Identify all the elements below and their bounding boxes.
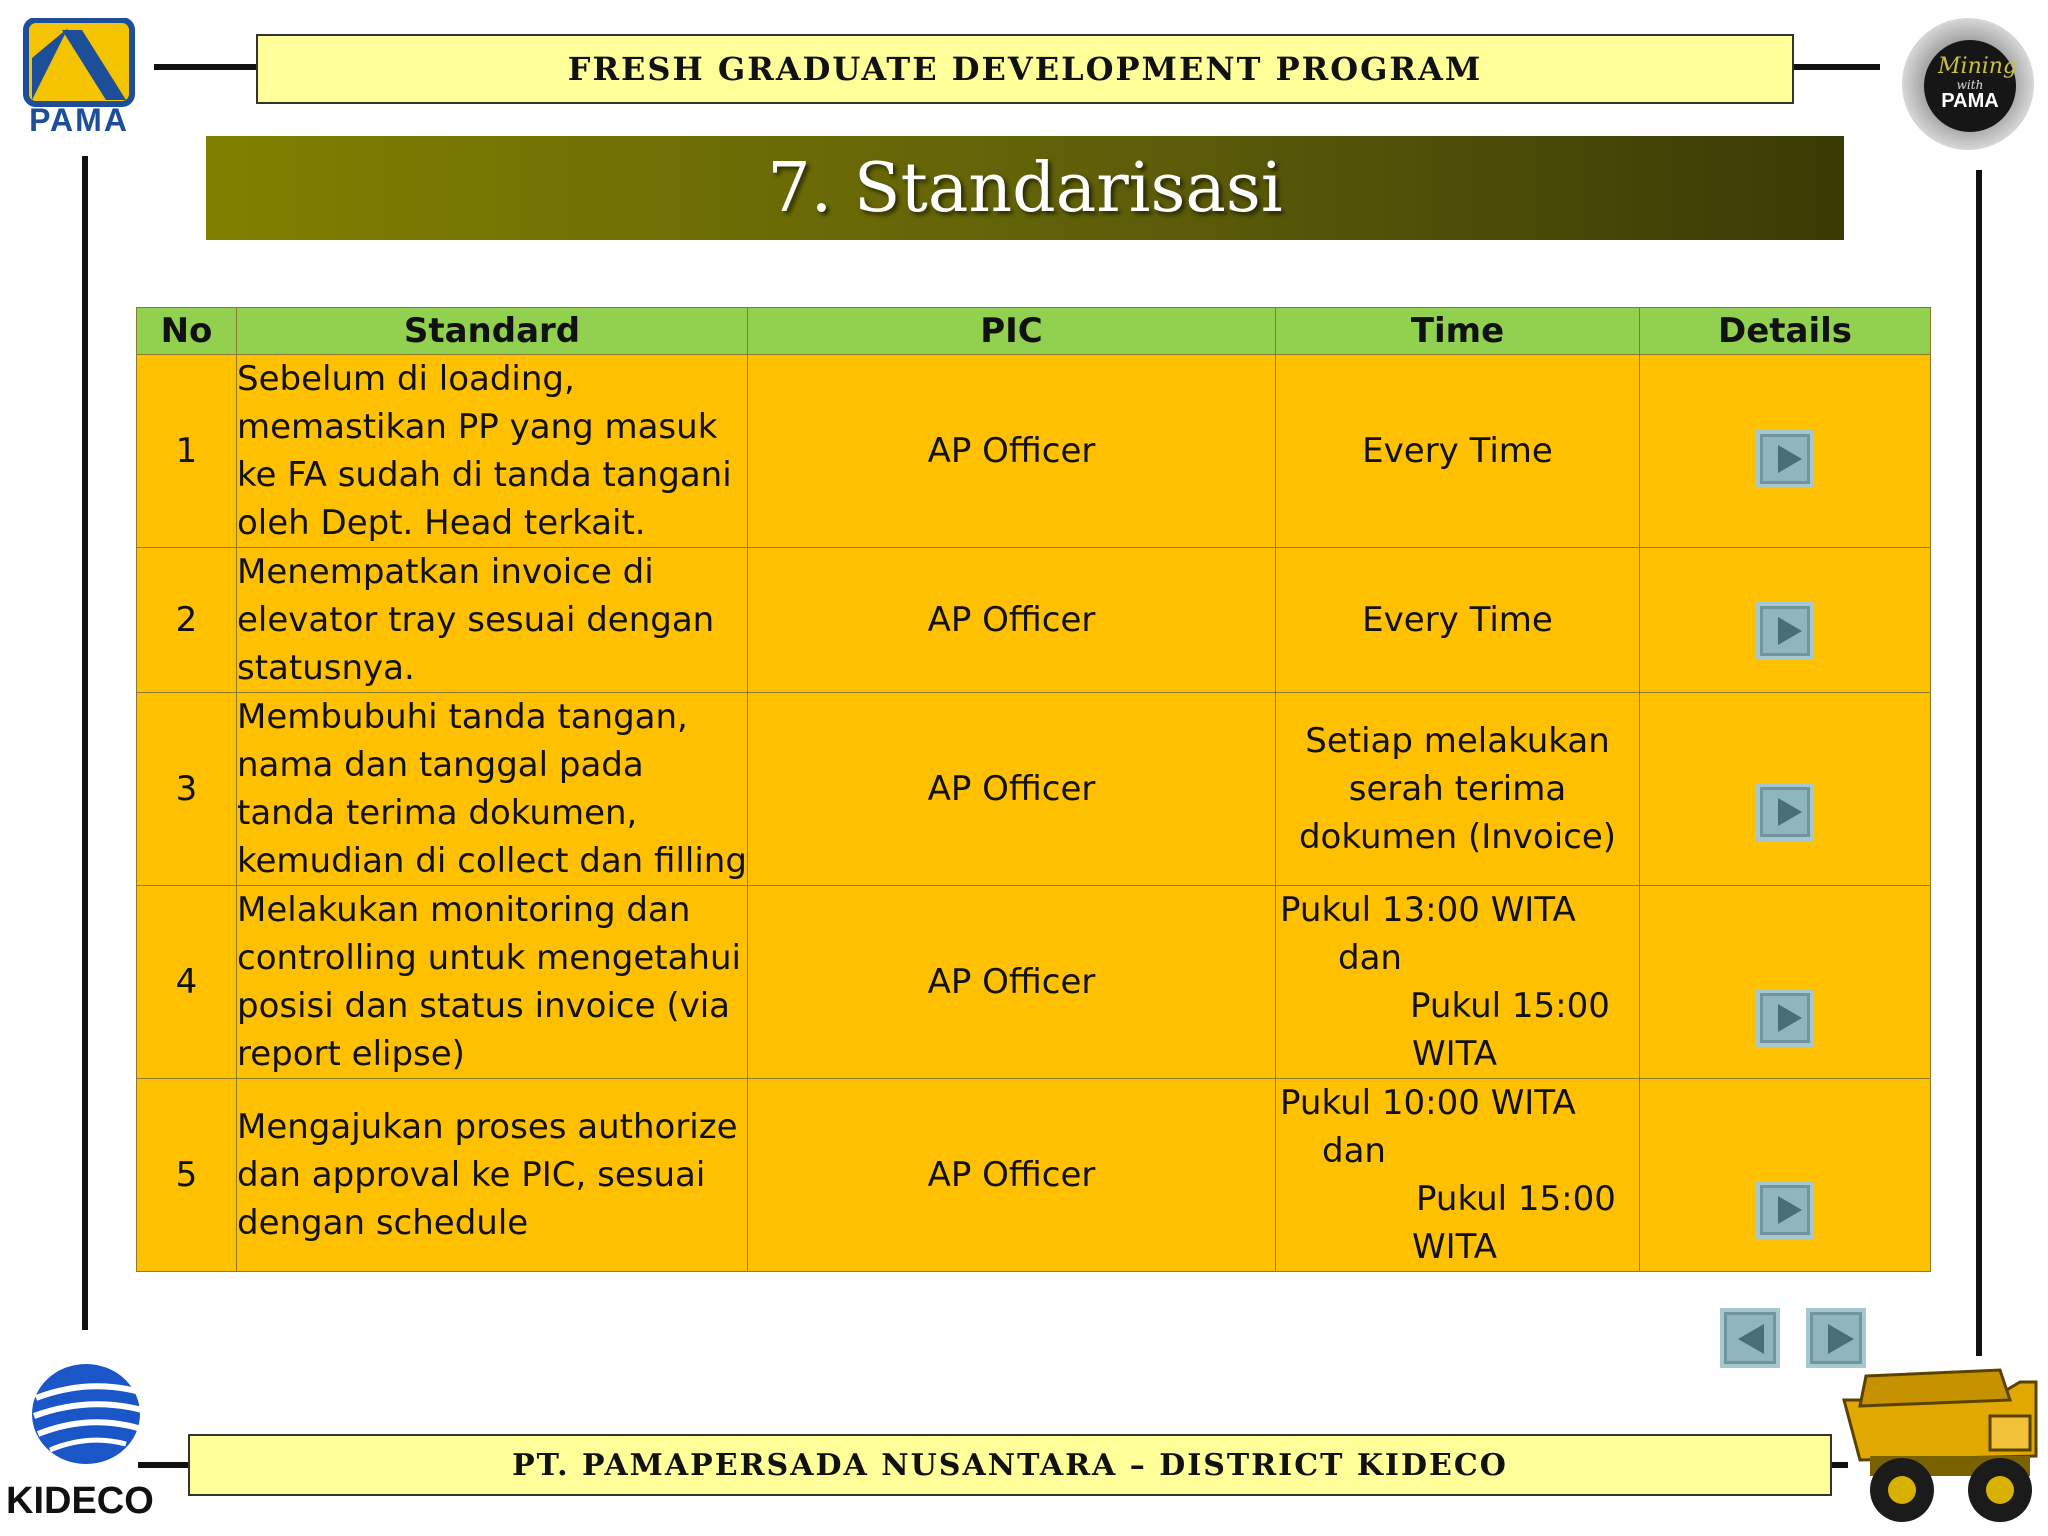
col-header-time: Time bbox=[1276, 308, 1640, 355]
time-line: Pukul 15:00 bbox=[1416, 1179, 1616, 1219]
time-line: Every Time bbox=[1362, 431, 1553, 471]
row-no: 4 bbox=[137, 886, 237, 1079]
row-time bbox=[1276, 886, 1640, 1079]
dump-truck-icon bbox=[1840, 1360, 2044, 1530]
row-standard: Menempatkan invoice di elevator tray sesuai dengan statusnya. bbox=[237, 548, 748, 693]
pama-logo-icon bbox=[22, 18, 136, 108]
time-line: dan bbox=[1322, 1131, 1386, 1171]
details-play-button[interactable] bbox=[1756, 989, 1814, 1047]
row-pic: AP Officer bbox=[748, 693, 1276, 886]
company-footer-banner bbox=[188, 1434, 1832, 1496]
row-standard: Mengajukan proses authorize dan approval ke PIC, sesuai dengan schedule bbox=[237, 1079, 748, 1272]
row-time bbox=[1276, 355, 1640, 548]
program-title: FRESH GRADUATE DEVELOPMENT PROGRAM bbox=[567, 50, 1483, 88]
details-play-button[interactable] bbox=[1756, 430, 1814, 488]
row-standard: Melakukan monitoring dan controlling untuk mengetahui posisi dan status invoice (via report elipse) bbox=[237, 886, 748, 1079]
table-row bbox=[137, 693, 1931, 886]
table-row bbox=[137, 886, 1931, 1079]
row-standard: Membubuhi tanda tangan, nama dan tanggal pada tanda terima dokumen, kemudian di collect dan filling bbox=[237, 693, 748, 886]
kideco-logo bbox=[6, 1358, 166, 1528]
prev-slide-button[interactable] bbox=[1720, 1308, 1780, 1368]
time-line: Pukul 15:00 bbox=[1410, 986, 1610, 1026]
time-line: WITA bbox=[1412, 1034, 1498, 1074]
row-no: 2 bbox=[137, 548, 237, 693]
row-standard: Sebelum di loading, memastikan PP yang masuk ke FA sudah di tanda tangani oleh Dept. Head terkait. bbox=[237, 355, 748, 548]
standards-table bbox=[136, 307, 1931, 1272]
row-pic: AP Officer bbox=[748, 1079, 1276, 1272]
pama-logo-label: PAMA bbox=[29, 102, 129, 138]
row-pic: AP Officer bbox=[748, 355, 1276, 548]
col-header-pic: PIC bbox=[748, 308, 1276, 355]
row-time bbox=[1276, 1079, 1640, 1272]
row-no: 5 bbox=[137, 1079, 237, 1272]
company-name: PT. PAMAPERSADA NUSANTARA – DISTRICT KIDECO bbox=[512, 1447, 1508, 1483]
time-line: dokumen (Invoice) bbox=[1298, 817, 1617, 857]
mining-logo-pama: PAMA bbox=[1941, 90, 1999, 112]
row-no: 1 bbox=[137, 355, 237, 548]
time-line: Pukul 13:00 WITA bbox=[1280, 890, 1576, 930]
details-play-button[interactable] bbox=[1756, 602, 1814, 660]
header-rule-left bbox=[154, 64, 258, 70]
row-no: 3 bbox=[137, 693, 237, 886]
time-line: WITA bbox=[1412, 1227, 1498, 1267]
time-line: dan bbox=[1338, 938, 1402, 978]
slide-title: 7. Standarisasi bbox=[767, 148, 1283, 228]
row-details bbox=[1640, 1079, 1931, 1272]
time-line: Setiap melakukan bbox=[1305, 721, 1610, 761]
row-time bbox=[1276, 693, 1640, 886]
table-row bbox=[137, 548, 1931, 693]
row-pic: AP Officer bbox=[748, 548, 1276, 693]
header-rule-right bbox=[1790, 64, 1880, 70]
row-time bbox=[1276, 548, 1640, 693]
table-header-row bbox=[137, 308, 1931, 355]
table-row bbox=[137, 355, 1931, 548]
details-play-button[interactable] bbox=[1756, 1181, 1814, 1239]
mining-logo-text: Mining bbox=[1938, 54, 2018, 79]
mining-with-pama-logo bbox=[1898, 14, 2038, 154]
time-line: Every Time bbox=[1362, 600, 1553, 640]
table-row bbox=[137, 1079, 1931, 1272]
globe-icon bbox=[28, 1358, 148, 1468]
row-details bbox=[1640, 693, 1931, 886]
col-header-details: Details bbox=[1640, 308, 1931, 355]
program-title-banner bbox=[256, 34, 1794, 104]
row-details bbox=[1640, 355, 1931, 548]
pama-logo bbox=[22, 18, 136, 138]
row-details bbox=[1640, 548, 1931, 693]
slide-title-bar bbox=[206, 136, 1844, 240]
time-line: Pukul 10:00 WITA bbox=[1280, 1083, 1576, 1123]
frame-right-line bbox=[1976, 170, 1982, 1356]
row-pic: AP Officer bbox=[748, 886, 1276, 1079]
row-details bbox=[1640, 886, 1931, 1079]
details-play-button[interactable] bbox=[1756, 783, 1814, 841]
col-header-standard: Standard bbox=[237, 308, 748, 355]
mining-logo-with: with bbox=[1956, 78, 1984, 92]
time-line: serah terima bbox=[1348, 769, 1567, 809]
next-slide-button[interactable] bbox=[1806, 1308, 1866, 1368]
kideco-label: KIDECO bbox=[6, 1480, 154, 1522]
col-header-no: No bbox=[137, 308, 237, 355]
frame-left-line bbox=[82, 156, 88, 1330]
